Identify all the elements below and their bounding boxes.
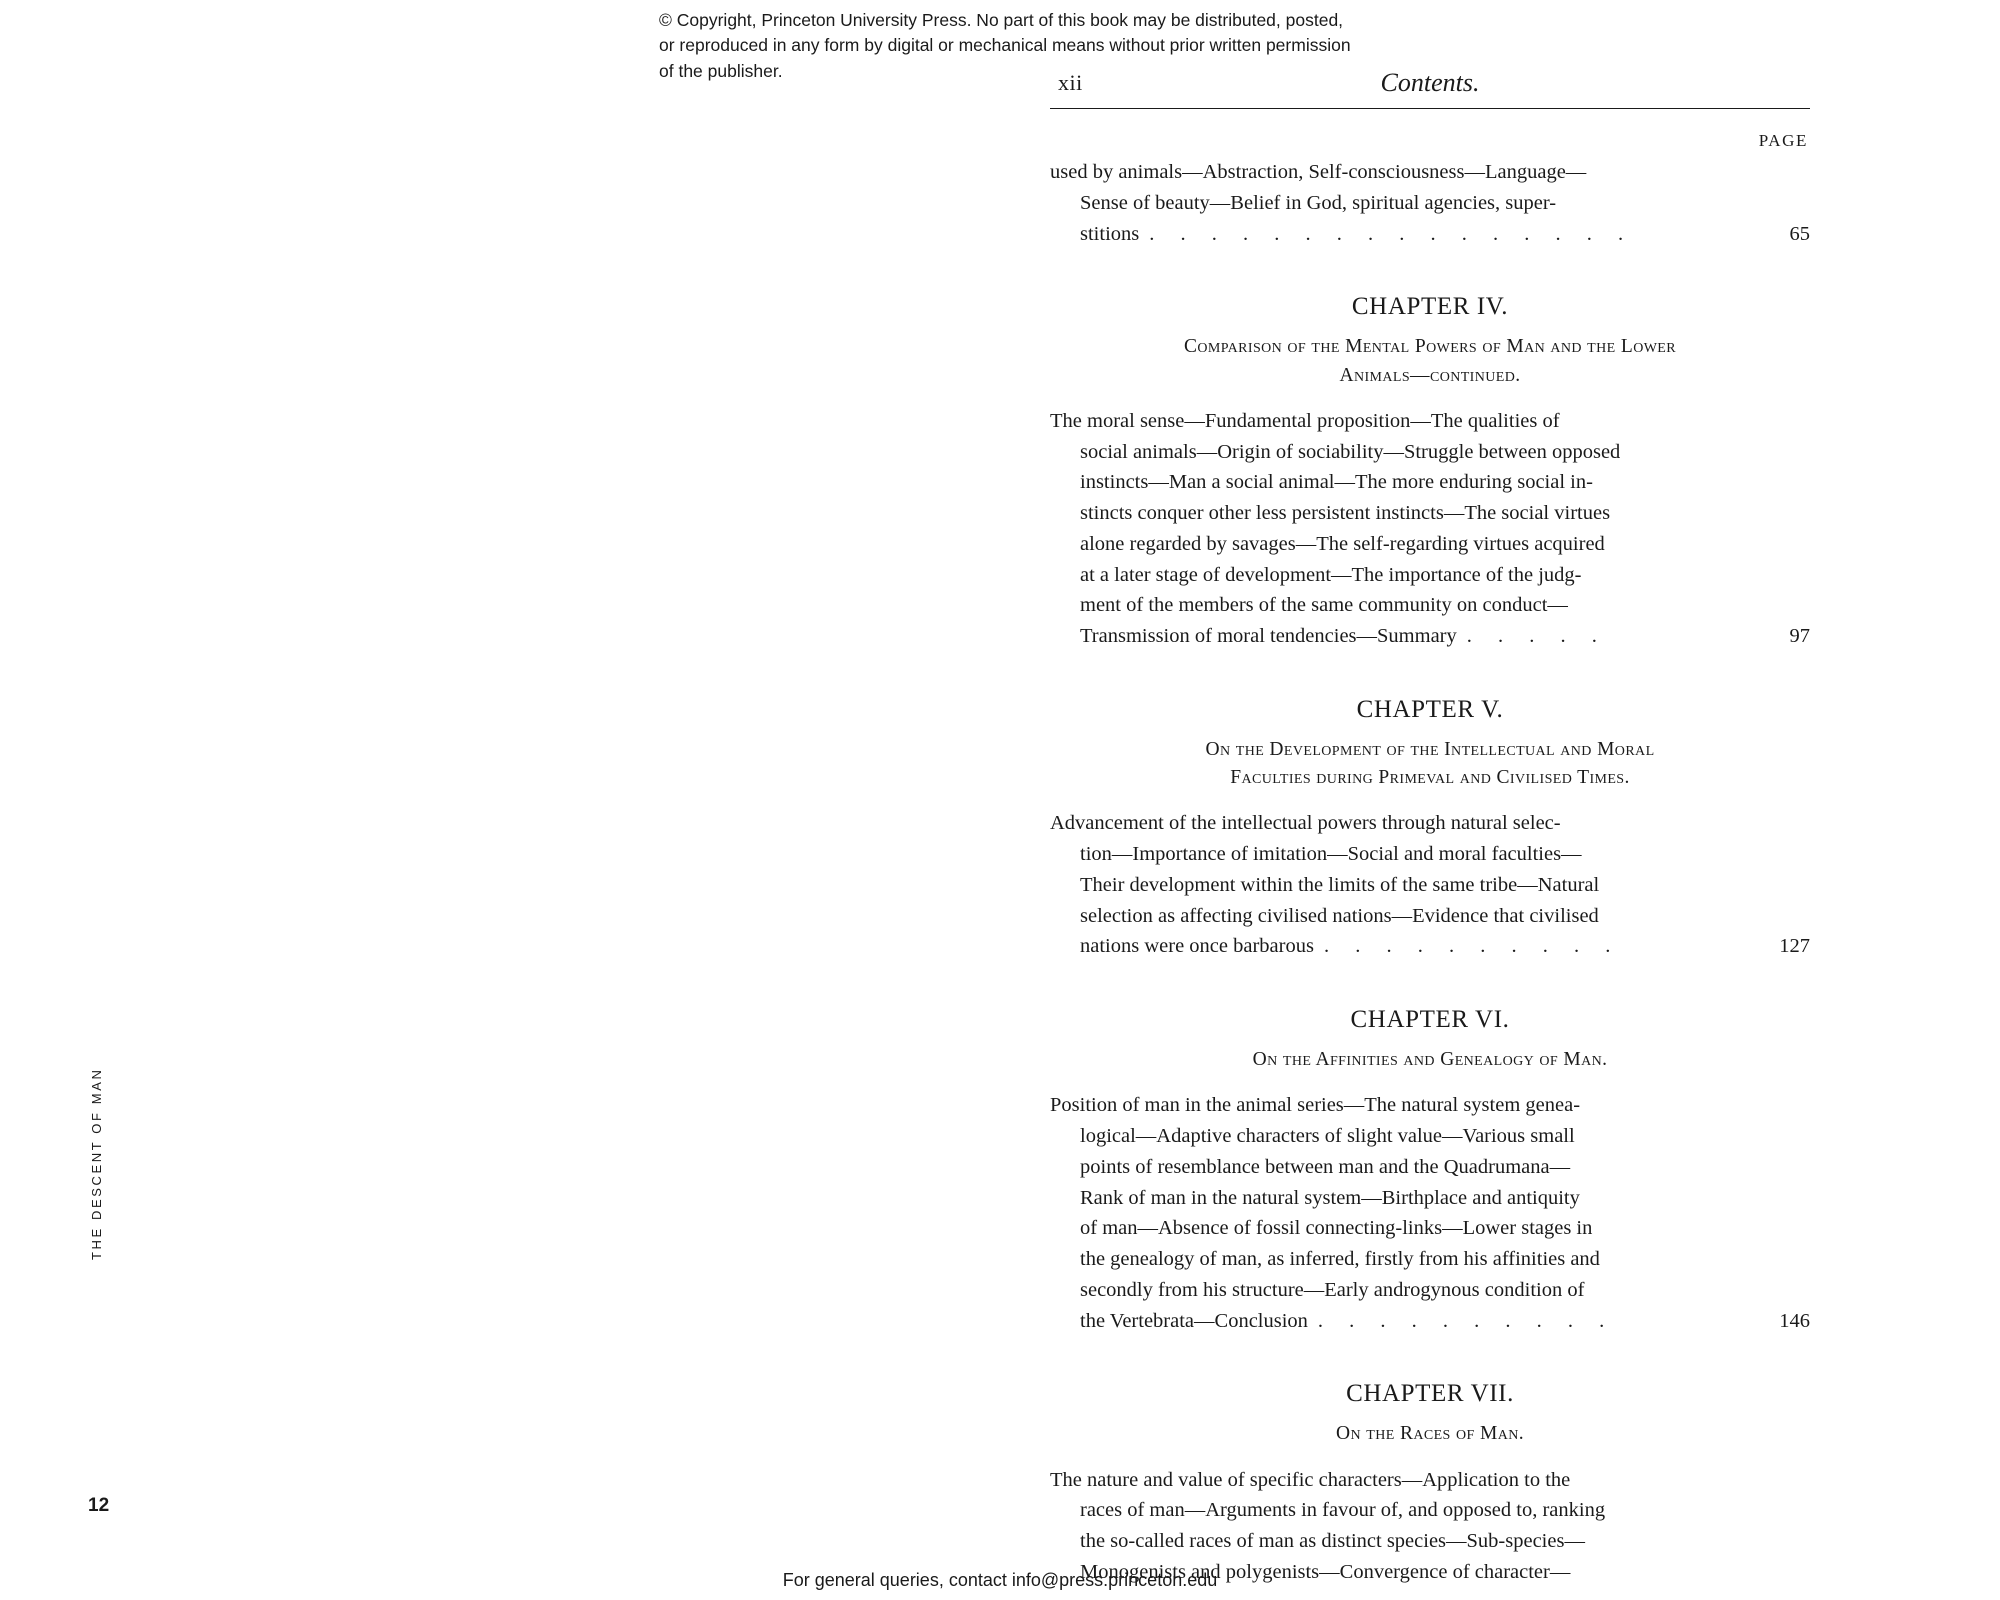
toc-entry-line: stincts conquer other less persistent instincts—The social virtues [1080, 502, 1611, 525]
chapter-heading-4: CHAPTER IV. [1351, 293, 1509, 321]
toc-entry-last-line [1050, 219, 1810, 250]
toc-entry-line: instincts—Man a social animal—The more enduring social in- [1080, 471, 1593, 494]
toc-entry-last-line [1050, 621, 1810, 652]
toc-entry-line: races of man—Arguments in favour of, and opposed to, ranking [1080, 1499, 1606, 1522]
toc-entry [1050, 1090, 1810, 1336]
chapter-heading-7: CHAPTER VII. [1346, 1380, 1514, 1408]
toc-entry-line: logical—Adaptive characters of slight value—Various small [1080, 1125, 1575, 1148]
toc-entry-line: ment of the members of the same community on conduct— [1080, 594, 1568, 617]
toc-entry [1050, 808, 1810, 962]
book-page [1050, 70, 1810, 1588]
running-head [1050, 70, 1810, 106]
copyright-notice: © Copyright, Princeton University Press. No part of this book may be distributed, posted, or reproduced in any form by digital or mechanical means without prior written permission of the publisher. [659, 10, 1351, 81]
leader-dots: . . . . . . . . . . . . . . . . [1149, 222, 1634, 245]
footer-query-line: For general queries, contact info@press.princeton.edu [782, 1570, 1218, 1590]
toc-entry-line: secondly from his structure—Early androgynous condition of [1080, 1278, 1585, 1301]
leader-dots: . . . . . [1466, 625, 1608, 648]
toc-entry [1050, 157, 1810, 249]
toc-entry-page: 97 [1789, 625, 1810, 648]
chapter-subtitle-line: On the Races of Man. [1335, 1423, 1525, 1445]
head-rule [1050, 108, 1810, 109]
toc-entry-line: Monogenists and polygenists—Convergence of character— [1080, 1560, 1571, 1583]
toc-entry-line: Advancement of the intellectual powers through natural selec- [1050, 812, 1561, 835]
toc-entry-line: the so-called races of man as distinct species—Sub-species— [1080, 1530, 1585, 1553]
chapter-subtitle-line: On the Affinities and Genealogy of Man. [1252, 1049, 1608, 1071]
toc-entry-line: social animals—Origin of sociability—Struggle between opposed [1080, 440, 1621, 463]
leader-dots: . . . . . . . . . . [1323, 935, 1621, 958]
toc-entry-line: Position of man in the animal series—The natural system genea- [1050, 1094, 1581, 1117]
chapter-subtitle-line: Animals—continued. [1339, 364, 1521, 386]
toc-entry-line: The moral sense—Fundamental proposition—The qualities of [1050, 409, 1560, 432]
toc-entry-last-line [1050, 931, 1810, 962]
toc-entry-line: alone regarded by savages—The self-regarding virtues acquired [1080, 532, 1605, 555]
toc-entry-text: the Vertebrata—Conclusion [1080, 1309, 1308, 1332]
toc-entry-text: stitions [1080, 222, 1140, 245]
toc-entry-line: Their development within the limits of the same tribe—Natural [1080, 873, 1600, 896]
chapter-heading-5: CHAPTER V. [1356, 695, 1504, 723]
chapter-subtitle-7 [1065, 1420, 1795, 1448]
toc-entry-line: Rank of man in the natural system—Birthplace and antiquity [1080, 1186, 1580, 1209]
toc-entry-line: of man—Absence of fossil connecting-links—Lower stages in [1080, 1217, 1593, 1240]
chapter-subtitle-line: On the Development of the Intellectual and Moral [1205, 738, 1655, 760]
toc-entry-line: The nature and value of specific characters—Application to the [1050, 1468, 1571, 1491]
toc-entry-line: used by animals—Abstraction, Self-consciousness—Language— [1050, 161, 1587, 183]
chapter-subtitle-5 [1065, 736, 1795, 793]
running-head-folio: xii [1058, 70, 1083, 95]
toc-entry-line: selection as affecting civilised nations—Evidence that civilised [1080, 904, 1599, 927]
toc-entry [1050, 406, 1810, 652]
chapter-subtitle-line: Comparison of the Mental Powers of Man and the Lower [1183, 336, 1677, 358]
toc-entry-line: at a later stage of development—The importance of the judg- [1080, 563, 1582, 586]
toc-entry-page: 65 [1789, 222, 1810, 245]
chapter-heading-6: CHAPTER VI. [1350, 1006, 1510, 1034]
toc-entry-text: nations were once barbarous [1080, 935, 1314, 958]
toc-entry-text: Transmission of moral tendencies—Summary [1080, 625, 1457, 648]
leader-dots: . . . . . . . . . . [1317, 1309, 1615, 1332]
toc-entry-page: 127 [1779, 935, 1810, 958]
toc-entry-line: points of resemblance between man and the Quadrumana— [1080, 1155, 1571, 1178]
toc-entry-line: tion—Importance of imitation—Social and moral faculties— [1080, 843, 1582, 866]
pdf-page-folio: 12 [88, 1495, 110, 1516]
toc-entry-last-line [1050, 1306, 1810, 1337]
running-head-title: Contents. [1380, 68, 1480, 97]
vertical-running-head: THE DESCENT OF MAN [89, 1067, 104, 1260]
toc-entry-line: Sense of beauty—Belief in God, spiritual agencies, super- [1080, 191, 1557, 214]
chapter-subtitle-4 [1065, 333, 1795, 390]
toc-entry-line: the genealogy of man, as inferred, firstly from his affinities and [1080, 1248, 1600, 1271]
page-column-label: PAGE [1758, 131, 1808, 150]
chapter-subtitle-6 [1065, 1046, 1795, 1074]
toc-entry-page: 146 [1779, 1309, 1810, 1332]
chapter-subtitle-line: Faculties during Primeval and Civilised Times. [1230, 767, 1630, 789]
